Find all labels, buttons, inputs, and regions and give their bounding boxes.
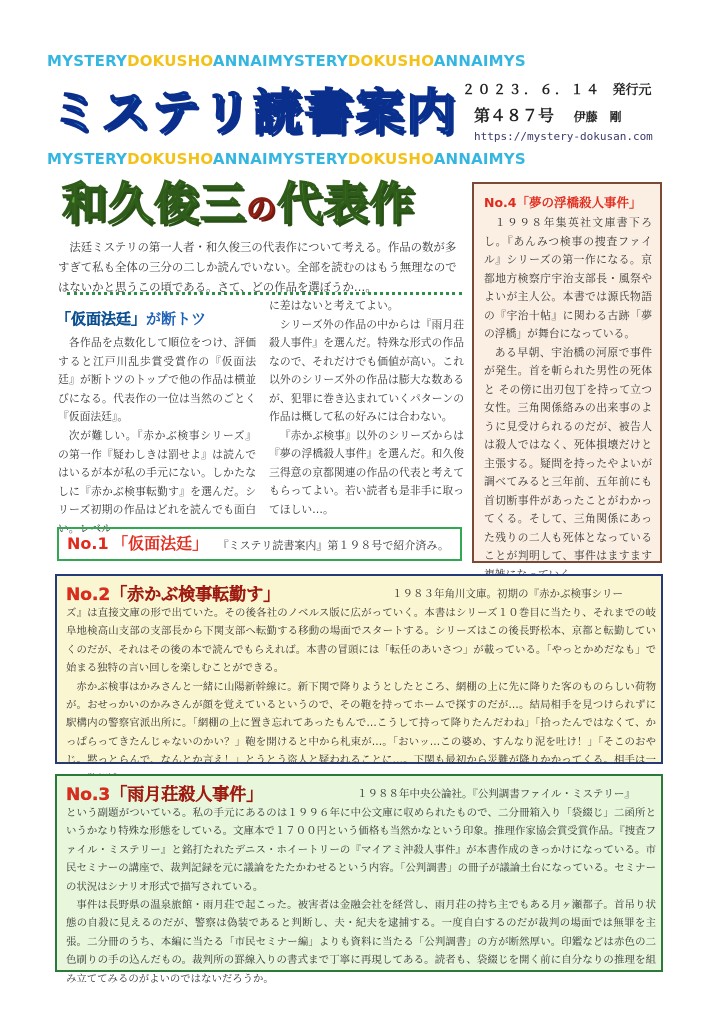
rank-body bbox=[66, 604, 656, 788]
rank-meta: １９８３年角川文庫。初期の『赤かぶ検事シリー bbox=[392, 588, 623, 600]
paragraph: 『赤かぶ検事』以外のシリーズからは『夢の浮橋殺人事件』を選んだ。和久俊三得意の京都関連の作品の代表と考えてもらってよい。若い読者も是非手に取ってほしい…。 bbox=[269, 428, 464, 516]
paragraph: に差はないと考えてよい。 bbox=[269, 299, 399, 312]
dotted-divider bbox=[67, 292, 462, 295]
newsletter-title: ミステリ読書案内 bbox=[50, 84, 458, 141]
rank-body bbox=[484, 214, 652, 584]
column-heading-title: 「仮面法廷」 bbox=[56, 310, 147, 328]
rank-title: 「雨月荘殺人事件」 bbox=[110, 785, 264, 805]
banner-word: MYS bbox=[488, 53, 526, 70]
paragraph: 赤かぶ検事はかみさんと一緒に山陽新幹線に。新下関で降りようとしたところ、網棚の上に先に降りた客のものらしい荷物が。おせっかいのかみさんが顔を覚えているというので、その鞄を持ってホームで探すのだが…。結局相手を見つけられずに駅構内の警察官派出所に。「網棚の上に置き忘れてあったもんで…こうして持って降りたんだわね」「拾ったんではなくて、かっぱらってきたんじゃないのかい？」鞄を開けると中から札束が…。「おいッ…この婆め、すんなり泥を吐け！」「そこのおやじ。黙っとらんで、なんとか言え！」とうとう盗人と疑われることに…。下関も最初から災難が降りかかってくる。相手は一 bbox=[66, 680, 656, 767]
banner-word: MYSTERY bbox=[267, 53, 348, 70]
paragraph: 次が難しい。『赤かぶ検事シリーズ』の第一作『疑わしきは罰せよ』は読んではいるが本が私の手元にない。しかたなしに『赤かぶ検事転勤す』を選んだ。シリーズ初期の作品はどれを読んでも面白い。レベル bbox=[58, 428, 256, 535]
headline-topic: 代表作 bbox=[277, 177, 416, 230]
site-url[interactable]: https://mystery-dokusan.com bbox=[474, 130, 653, 143]
paragraph: １９９８年集英社文庫書下ろし。『あんみつ検事の捜査ファイル』シリーズの第一作になる。京都地方検察庁宇治支部長・風祭やよいが主人公。本書では源氏物語の『宇治十帖』に関わる古跡「夢の浮橋」が舞台になっている。 bbox=[484, 216, 652, 340]
banner-top bbox=[47, 53, 665, 70]
paragraph: ズ』は直接文庫の形で出ていた。その後各社のノベルス版に広がっていく。本書はシリーズ１０巻目に当たり、それまでの岐阜地検高山支部の支部長から下関支部へ転勤する移動の場面でスタートする。シリーズはこの後長野松本、京都と転勤していくのだが、それはその後の本で読んでもらえれば。本書の冒頭には「転任のあいさつ」が載っている。「やっとかめだなも」で始まる独特の言い回しを楽しむことができる。 bbox=[66, 607, 656, 675]
banner-word: DOKUSHO bbox=[347, 151, 434, 168]
banner-word: DOKUSHO bbox=[127, 151, 213, 168]
banner-word: MYSTERY bbox=[267, 151, 348, 168]
banner-bottom bbox=[47, 151, 665, 168]
rank-title: 「仮面法廷」 bbox=[112, 534, 209, 553]
date-value: ２０２３．６．１４ bbox=[462, 83, 602, 98]
banner-word: MYSTERY bbox=[47, 151, 128, 168]
banner-word: MYSTERY bbox=[47, 53, 128, 70]
rank-heading bbox=[66, 780, 263, 805]
headline-author: 和久俊三 bbox=[62, 177, 247, 230]
rank-heading bbox=[484, 193, 642, 211]
issue-value: 第４８７号 bbox=[474, 106, 555, 125]
publisher-label: 発行元 bbox=[612, 83, 652, 98]
issue-number bbox=[474, 103, 622, 126]
column-heading-suffix: が断トツ bbox=[146, 310, 207, 328]
banner-word: DOKUSHO bbox=[127, 53, 213, 70]
banner-word: ANNAI bbox=[212, 151, 268, 168]
rank-body bbox=[66, 804, 656, 988]
banner-word: ANNAI bbox=[433, 151, 489, 168]
rank-number: No.2 bbox=[66, 585, 111, 605]
ranking-no1-box bbox=[57, 527, 462, 561]
lead-paragraph: 法廷ミステリの第一人者・和久俊三の代表作について考える。作品の数が多すぎて私も全体の三分の二しか読んでいない。全部を読むのはもう無理なのではないかと思うこの頃である。さて、どの作品を選ぼうか…。 bbox=[58, 240, 457, 294]
ranking-no3-box bbox=[55, 774, 663, 985]
banner-word: ANNAI bbox=[433, 53, 489, 70]
banner-word: ANNAI bbox=[212, 53, 268, 70]
rank-title: 「赤かぶ検事転勤す」 bbox=[110, 585, 281, 605]
feature-headline bbox=[62, 176, 415, 238]
article-column-2 bbox=[269, 297, 464, 519]
paragraph: 各作品を点数化して順位をつけ、評価すると江戸川乱歩賞受賞作の『仮面法廷』が断トツのトップで他の作品は横並びになる。代表作の一位は当然のごとく『仮面法廷』。 bbox=[58, 336, 256, 424]
editor-name: 伊藤 剛 bbox=[573, 110, 622, 124]
ranking-no4-box bbox=[472, 182, 662, 563]
rank-title: 「夢の浮橋殺人事件」 bbox=[516, 195, 642, 210]
rank-number: No.3 bbox=[66, 785, 111, 805]
ranking-no2-box bbox=[55, 574, 663, 767]
issue-date bbox=[462, 79, 652, 98]
article-column-1 bbox=[58, 334, 256, 539]
rank-meta: １９８８年中央公論社。『公判調書ファイル・ミステリー』 bbox=[357, 788, 635, 800]
banner-word: MYS bbox=[488, 151, 526, 168]
column-heading bbox=[56, 308, 206, 329]
paragraph: ある早朝、宇治橋の河原で事件が発生。首を斬られた男性の死体と その傍に出刃包丁を持って立つ女性。三角関係絡みの出来事のように見受けられるのだが、被告人は殺人ではなく、死体損壊だけと主張する。疑問を持ったやよいが調べてみると三年前、五年前にも首切断事件があったことがわかってくる。そして、三角関係にあった残りの二人も死体となっていることが判明して、事件はますます bbox=[484, 345, 652, 562]
rank-number: No.1 bbox=[67, 534, 109, 553]
paragraph: という副題がついている。私の手元にあるのは１９９６年に中公文庫に収められたもので、二分冊箱入り「袋綴じ」二函所というかなり特殊な形態をしている。文庫本で１７００円という価格も当然かなという印象。推理作家協会賞受賞作品。『捜査ファイル・ミステリー』と銘打たれたデニス・ホイートリーの『マイアミ沖殺人事件』が本書作成のきっかけになっている。市民セミナーの講座で、裁判記録を元に議論をたたかわせるという内容。「公判調書」の冊子が議論土台になっている。セミナーの状況はシナリオ形式で描写されている。 bbox=[66, 807, 656, 893]
rank-note: 『ミステリ読書案内』第１９８号で紹介済み。 bbox=[217, 539, 450, 552]
banner-word: DOKUSHO bbox=[347, 53, 434, 70]
rank-number: No.4 bbox=[484, 195, 517, 210]
paragraph: シリーズ外の作品の中からは『雨月荘殺人事件』を選んだ。特殊な形式の作品なので、それだけでも価値が高い。これ以外のシリーズ外の作品は膨大な数あるが、犯罪に巻き込まれていくパターンの作品は概して私の好みには合わない。 bbox=[269, 317, 464, 423]
headline-particle: の bbox=[246, 192, 278, 227]
paragraph: 事件は長野県の温泉旅館・雨月荘で起こった。被害者は金融会社を経営し、雨月荘の持ち主でもある月ヶ瀬都子。首吊り状態の自殺に見えるのだが、警察は偽装であると判断し、夫・紀夫を逮捕する。一度自白するのだが裁判の場面では無罪を主張。二分冊のうち、本編に当たる「市民セミナー編」よりも資料に当たる「公判調書」の方が断然厚い。印鑑などは赤色の二色刷りの手の込んだもの。裁判所の罫線入りの書式まで丁寧に再現してある。読者も、袋綴じを開く前に自分なりの推理を組み立ててみるのがよいのではないだろうか。 bbox=[66, 899, 656, 985]
rank-heading bbox=[66, 580, 280, 605]
